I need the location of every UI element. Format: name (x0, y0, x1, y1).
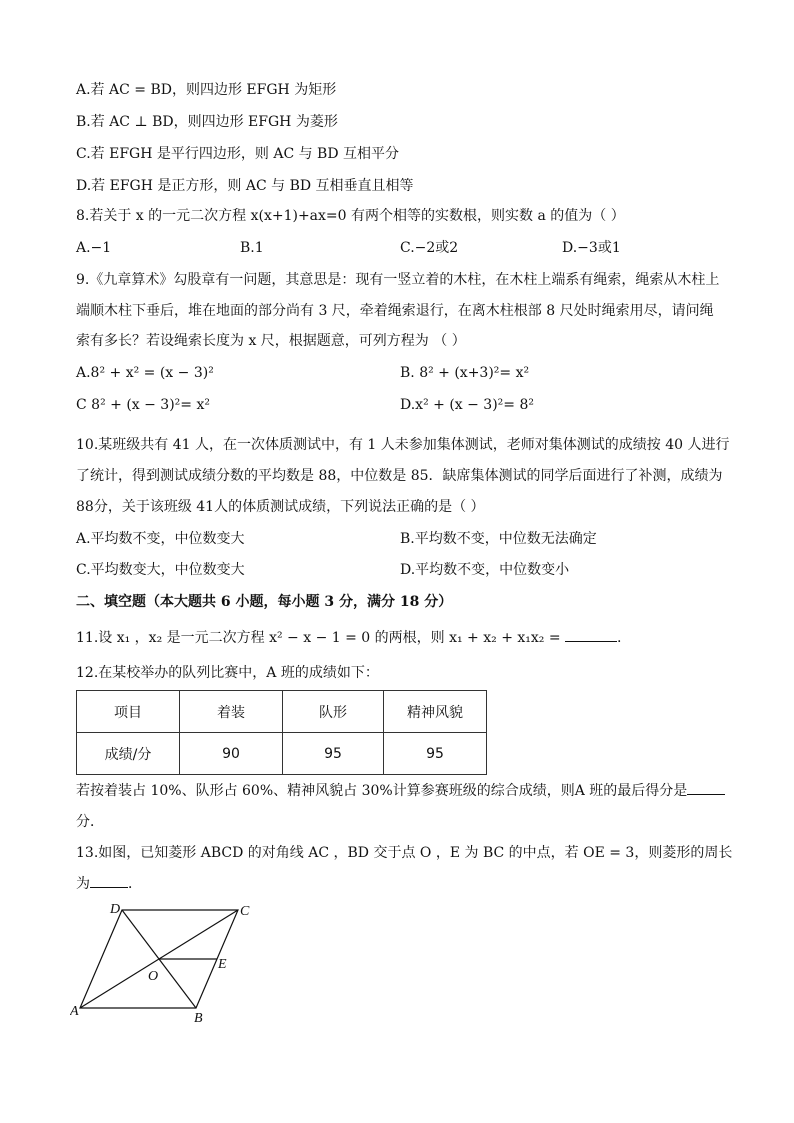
table-header-cell: 精神风貌 (384, 691, 487, 733)
q12-question (76, 780, 725, 801)
q11-text: 11.设 x₁ ，x₂ 是一元二次方程 x² − x − 1 = 0 的两根，则 x₁ + x₂ + x₁x₂ = (76, 630, 561, 646)
q12-unit: 分． (76, 814, 104, 830)
q13-stem-line1: 13.如图，已知菱形 ABCD 的对角线 AC ，BD 交于点 O ，E 为 BC 的中点，若 OE = 3，则菱形的周长 (76, 845, 733, 861)
score-table (76, 690, 487, 775)
q9-stem-line2: 端顺木柱下垂后，堆在地面的部分尚有 3 尺，牵着绳索退行，在离木柱根部 8 尺处时绳索用尽，请问绳 (76, 303, 714, 319)
table-header-row (77, 691, 487, 733)
label-b: B (194, 1011, 203, 1023)
q8-stem: 8.若关于 x 的一元二次方程 x(x+1)+ax=0 有两个相等的实数根，则实数 a 的值为（ ） (76, 208, 625, 224)
q8-option-b: B.1 (240, 240, 264, 256)
q13-answer-blank[interactable] (90, 873, 128, 888)
table-cell: 95 (283, 733, 384, 775)
q10-option-c: C.平均数变大，中位数变大 (76, 562, 245, 578)
label-a: A (70, 1004, 79, 1019)
q12-stem: 12.在某校举办的队列比赛中，A 班的成绩如下： (76, 665, 379, 681)
table-row (77, 733, 487, 775)
label-c: C (240, 904, 250, 919)
label-d: D (110, 902, 121, 917)
q10-option-a: A.平均数不变，中位数变大 (76, 531, 245, 547)
q11-stem (76, 627, 621, 648)
q9-stem-line3: 索有多长？若设绳索长度为 x 尺，根据题意，可列方程为 （ ） (76, 333, 466, 349)
q7-option-a: A.若 AC = BD，则四边形 EFGH 为矩形 (76, 82, 337, 98)
q10-option-d: D.平均数不变，中位数变小 (400, 562, 570, 578)
q13-period: ． (128, 876, 142, 892)
table-cell: 90 (180, 733, 283, 775)
q11-period: . (617, 630, 622, 646)
table-cell: 95 (384, 733, 487, 775)
q9-option-c: C 8² + (x − 3)²= x² (76, 397, 210, 413)
section-fill-in-heading: 二、填空题（本大题共 6 小题，每小题 3 分，满分 18 分） (76, 594, 453, 610)
q10-option-b: B.平均数不变，中位数无法确定 (400, 531, 597, 547)
q10-stem-line2: 了统计，得到测试成绩分数的平均数是 88，中位数是 85．缺席集体测试的同学后面进行了补测，成绩为 (76, 468, 723, 484)
q11-answer-blank[interactable] (565, 627, 617, 642)
rhombus-figure (70, 898, 270, 1023)
q12-answer-blank[interactable] (687, 780, 725, 795)
table-header-cell: 着装 (180, 691, 283, 733)
q9-option-d: D.x² + (x − 3)²= 8² (400, 397, 534, 413)
q12-question-text: 若按着装占 10%、队形占 60%、精神风貌占 30%计算参赛班级的综合成绩，则A 班的最后得分是 (76, 783, 688, 799)
q8-option-a: A.−1 (76, 240, 112, 256)
q9-option-a: A.8² + x² = (x − 3)² (76, 365, 214, 381)
q7-option-b: B.若 AC ⊥ BD，则四边形 EFGH 为菱形 (76, 114, 338, 130)
q9-stem-line1: 9.《九章算术》勾股章有一问题，其意思是：现有一竖立着的木柱，在木柱上端系有绳索，绳索从木柱上 (76, 272, 720, 288)
table-header-cell: 项目 (77, 691, 180, 733)
q13-text: 为 (76, 876, 90, 892)
label-o: O (148, 969, 159, 984)
q13-stem-line2 (76, 873, 142, 894)
q10-stem-line1: 10.某班级共有 41 人，在一次体质测试中，有 1 人未参加集体测试，老师对集体测试的成绩按 40 人进行 (76, 437, 730, 453)
q8-option-c: C.−2或2 (400, 240, 459, 256)
table-header-cell: 队形 (283, 691, 384, 733)
q10-stem-line3: 88分，关于该班级 41人的体质测试成绩，下列说法正确的是（ ） (76, 499, 485, 515)
q7-option-d: D.若 EFGH 是正方形，则 AC 与 BD 互相垂直且相等 (76, 178, 414, 194)
label-e: E (218, 957, 227, 972)
q9-option-b: B. 8² + (x+3)²= x² (400, 365, 530, 381)
q8-option-d: D.−3或1 (562, 240, 621, 256)
table-row-label: 成绩/分 (77, 733, 180, 775)
q7-option-c: C.若 EFGH 是平行四边形，则 AC 与 BD 互相平分 (76, 146, 400, 162)
